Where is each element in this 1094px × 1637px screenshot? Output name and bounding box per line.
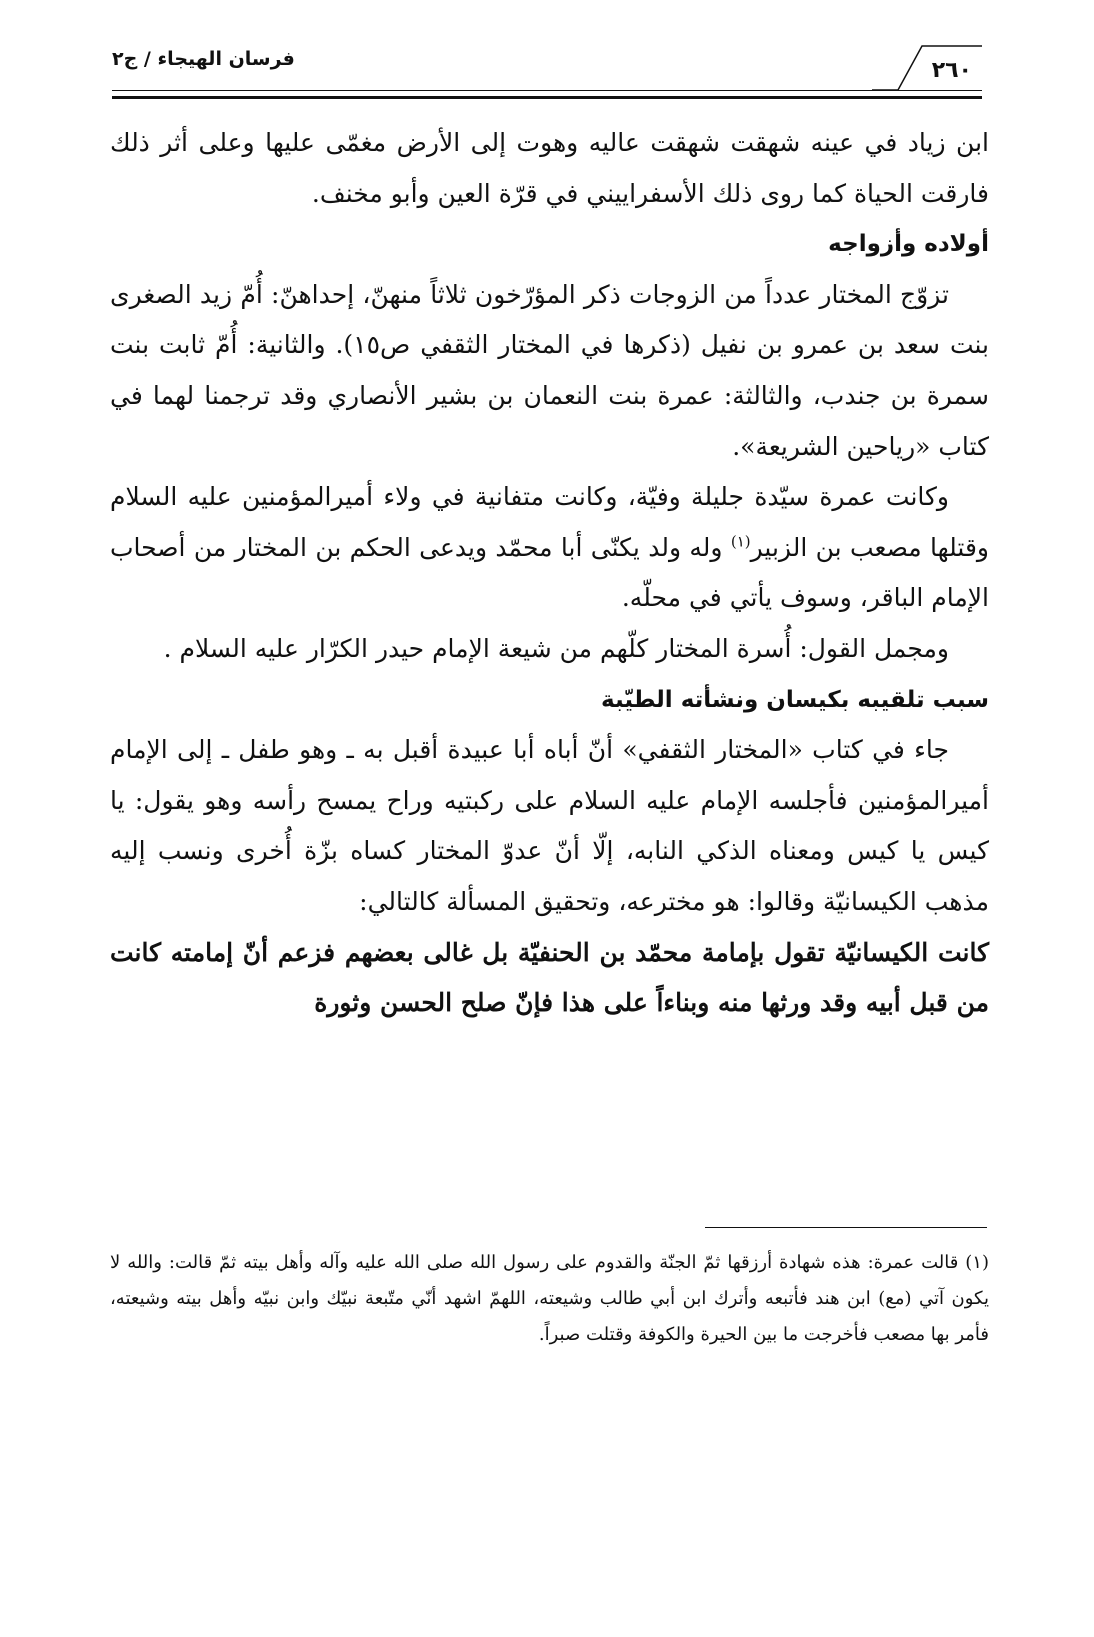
paragraph: كانت الكيسانيّة تقول بإمامة محمّد بن الحنفيّة بل غالى بعضهم فزعم أنّ إمامته كانت من قبل أبيه وقد ورثها منه وبناءاً على هذا فإنّ صلح الحسن وثورة xyxy=(110,937,989,1018)
footnote-separator xyxy=(705,1227,987,1228)
page-number: ٢٦٠ xyxy=(931,58,972,83)
running-header xyxy=(112,40,982,100)
paragraph: ابن زياد في عينه شهقت شهقت عاليه وهوت إلى الأرض مغمّى عليها وعلى أثر ذلك فارقت الحياة كما روى ذلك الأسفراييني في قرّة العين وأبو مخنف. xyxy=(110,128,989,208)
header-rule-thick xyxy=(112,96,982,99)
footnote-reference[interactable]: (١) xyxy=(730,532,751,551)
header-rule-thin xyxy=(112,90,982,91)
paragraph: تزوّج المختار عدداً من الزوجات ذكر المؤرّخون ثلاثاً منهنّ، إحداهنّ: أُمّ زيد الصغرى بنت سعد بن عمرو بن نفيل (ذكرها في المختار الثقفي ص١٥). والثانية: أُمّ ثابت بنت سمرة بن جندب، والثالثة: عمرة بنت النعمان بن بشير الأنصاري وقد ترجمنا لهما في كتاب «رياحين الشريعة». xyxy=(110,279,989,461)
paragraph-with-footnote xyxy=(110,472,989,624)
paragraph-text: وله ولد يكنّى أبا محمّد ويدعى الحكم بن المختار من أصحاب الإمام الباقر، وسوف يأتي في محلّه. xyxy=(110,532,989,613)
book-title: فرسان الهيجاء / ج٢ xyxy=(112,48,295,70)
main-text xyxy=(110,118,989,1029)
paragraph: ومجمل القول: أُسرة المختار كلّهم من شيعة الإمام حيدر الكرّار عليه السلام . xyxy=(163,633,949,663)
paragraph: جاء في كتاب «المختار الثقفي» أنّ أباه أبا عبيدة أقبل به ـ وهو طفل ـ إلى الإمام أميرالمؤمنين فأجلسه الإمام عليه السلام على ركبتيه وراح يمسح رأسه وهو يقول: يا كيس يا كيس ومعناه الذكي النابه، إلّا أنّ عدوّ المختار كساه بزّة أُخرى ونسب إليه مذهب الكيسانيّة وقالوا: هو مخترعه، وتحقيق المسألة كالتالي: xyxy=(110,735,989,916)
footnotes xyxy=(110,1245,989,1353)
footnote: (١) قالت عمرة: هذه شهادة أرزقها ثمّ الجنّة والقدوم على رسول الله صلى الله عليه وآله وأهل بيته ثمّ قالت: والله لا يكون آتي (مع) ابن هند فأتبعه وأترك ابن أبي طالب وشيعته، اللهمّ اشهد أنّي متّبعة نبيّك وابن نبيّه وأهل بيته وشيعته، فأمر بها مصعب فأخرجت ما بين الحيرة والكوفة وقتلت صبراً. xyxy=(110,1252,989,1345)
section-heading: أولاده وأزواجه xyxy=(828,231,989,258)
section-heading: سبب تلقيبه بكيسان ونشأته الطيّبة xyxy=(601,686,989,713)
paragraph-text: وكانت عمرة سيّدة جليلة وفيّة، وكانت متفانية في ولاء أميرالمؤمنين عليه السلام وقتلها مصعب بن الزبير xyxy=(110,482,989,562)
